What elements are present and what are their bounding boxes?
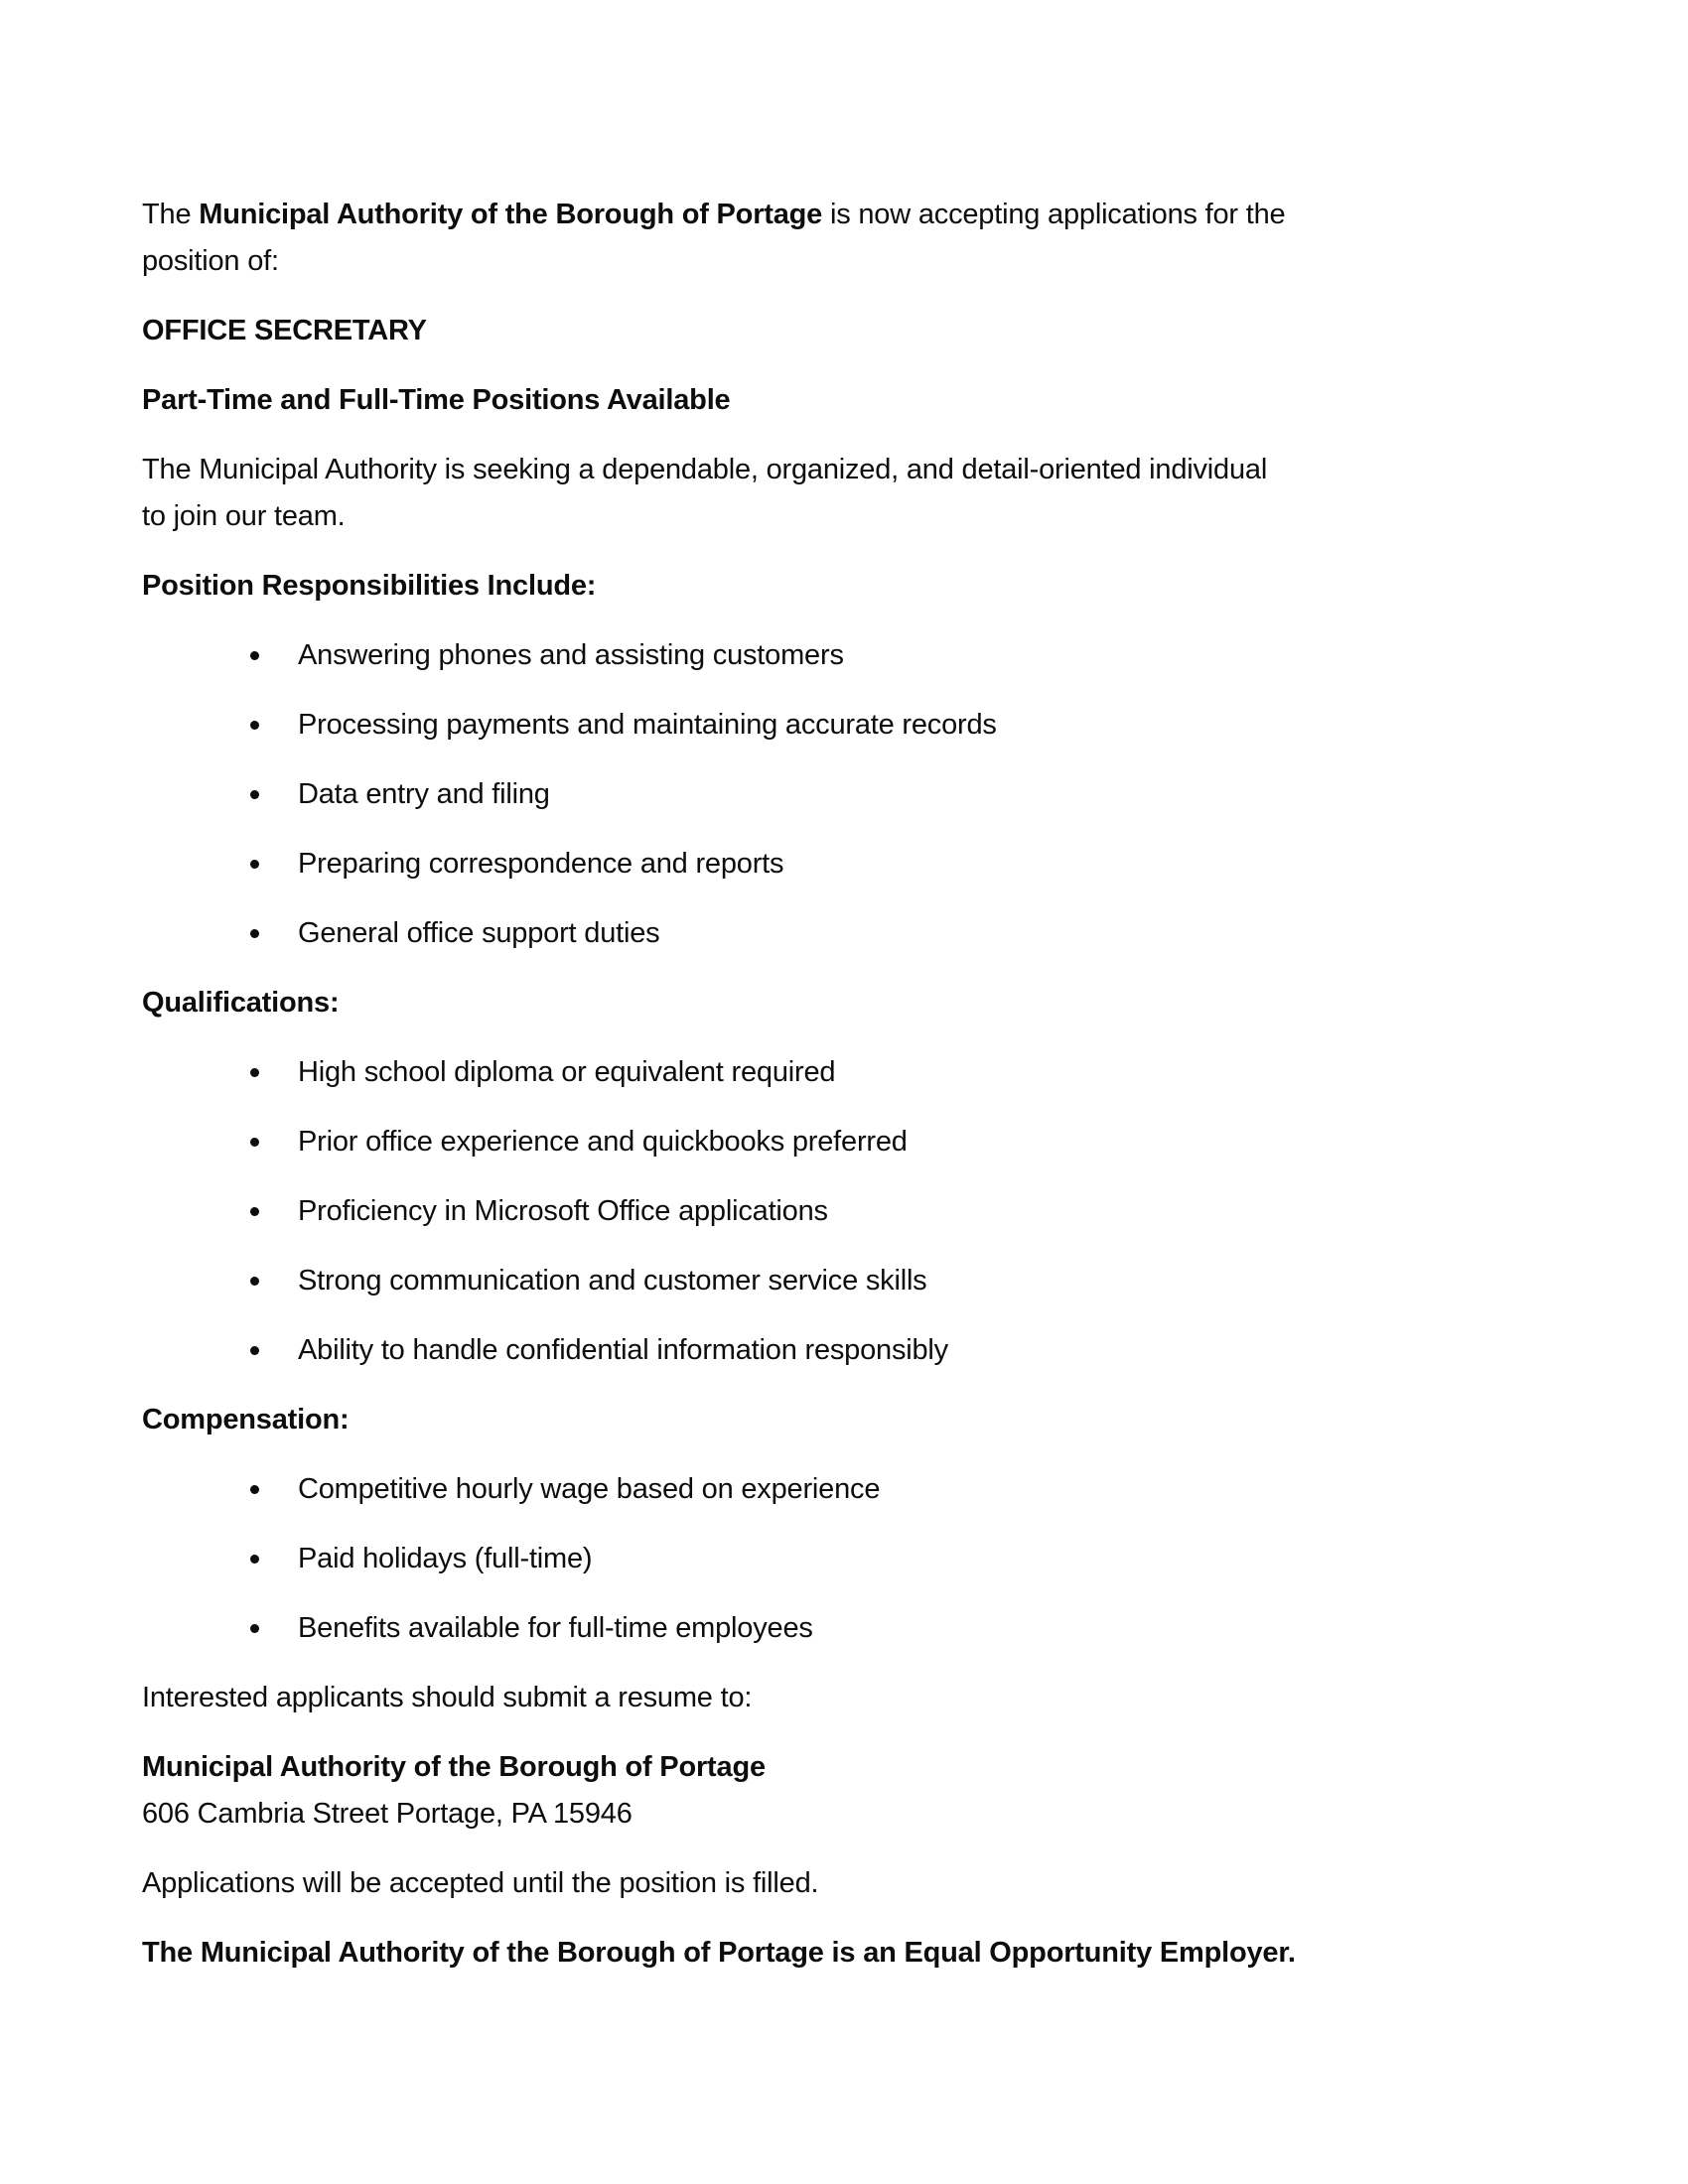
bullet-icon	[250, 1138, 259, 1147]
text-run: The Municipal Authority is seeking a dependable, organized, and detail-oriented individual	[142, 454, 1268, 485]
text-line	[142, 563, 1390, 610]
qualifications-list	[142, 1049, 1390, 1374]
bullet-icon	[250, 860, 259, 869]
text-run: position of:	[142, 245, 279, 277]
deadline-paragraph	[142, 1860, 1390, 1907]
list-item-text: Benefits available for full-time employees	[298, 1612, 813, 1644]
bold-text-run: Qualifications:	[142, 987, 340, 1019]
list-item	[142, 910, 1390, 957]
text-run: Interested applicants should submit a resume to:	[142, 1682, 753, 1713]
list-item	[142, 702, 1390, 749]
list-item-text: Data entry and filing	[298, 778, 550, 810]
list-item	[142, 1466, 1390, 1513]
text-line	[142, 1930, 1390, 1977]
bullet-icon	[250, 1346, 259, 1355]
document-body	[142, 192, 1390, 1977]
text-line	[142, 238, 1390, 285]
bold-text-run: Municipal Authority of the Borough of Portage	[142, 1751, 766, 1783]
bold-text-run: Municipal Authority of the Borough of Portage	[199, 199, 823, 230]
text-line	[142, 980, 1390, 1026]
list-item-text: High school diploma or equivalent required	[298, 1056, 836, 1088]
list-item-text: Ability to handle confidential information responsibly	[298, 1334, 948, 1366]
text-run: The	[142, 199, 200, 230]
list-item-text: Prior office experience and quickbooks preferred	[298, 1126, 908, 1158]
bold-text-run: Part-Time and Full-Time Positions Available	[142, 384, 731, 416]
compensation-heading	[142, 1397, 1390, 1443]
responsibilities-list	[142, 632, 1390, 957]
text-line	[142, 1791, 1390, 1838]
position-type-heading	[142, 377, 1390, 424]
list-item	[142, 1049, 1390, 1096]
list-item-text: Preparing correspondence and reports	[298, 848, 784, 880]
list-item-text: Answering phones and assisting customers	[298, 639, 844, 671]
text-run: 606 Cambria Street Portage, PA 15946	[142, 1798, 633, 1830]
list-item	[142, 841, 1390, 887]
list-item-text: Proficiency in Microsoft Office applications	[298, 1195, 828, 1227]
submit-resume-paragraph	[142, 1675, 1390, 1721]
qualifications-heading	[142, 980, 1390, 1026]
job-title-heading	[142, 308, 1390, 354]
bullet-icon	[250, 790, 259, 799]
list-item	[142, 632, 1390, 679]
seeking-paragraph	[142, 447, 1390, 540]
bullet-icon	[250, 651, 259, 660]
bold-text-run: The Municipal Authority of the Borough of Portage is an Equal Opportunity Employer.	[142, 1937, 1296, 1969]
list-item-text: Strong communication and customer service skills	[298, 1265, 927, 1297]
text-line	[142, 1675, 1390, 1721]
list-item	[142, 1536, 1390, 1582]
bold-text-run: Compensation:	[142, 1404, 350, 1435]
list-item-text: Processing payments and maintaining accurate records	[298, 709, 997, 741]
bullet-icon	[250, 929, 259, 938]
bold-text-run: Position Responsibilities Include:	[142, 570, 597, 602]
list-item	[142, 1188, 1390, 1235]
list-item	[142, 1605, 1390, 1652]
text-line	[142, 192, 1390, 238]
responsibilities-heading	[142, 563, 1390, 610]
bullet-icon	[250, 1207, 259, 1216]
employer-address-paragraph	[142, 1744, 1390, 1838]
text-line	[142, 1397, 1390, 1443]
list-item	[142, 1258, 1390, 1304]
list-item	[142, 1119, 1390, 1165]
text-line	[142, 1860, 1390, 1907]
text-run: to join our team.	[142, 500, 346, 532]
bullet-icon	[250, 1485, 259, 1494]
bullet-icon	[250, 1624, 259, 1633]
list-item-text: Paid holidays (full-time)	[298, 1543, 593, 1574]
compensation-list	[142, 1466, 1390, 1652]
text-line	[142, 377, 1390, 424]
bullet-icon	[250, 1068, 259, 1077]
list-item	[142, 1327, 1390, 1374]
text-line	[142, 1744, 1390, 1791]
list-item-text: Competitive hourly wage based on experience	[298, 1473, 881, 1505]
text-run: Applications will be accepted until the position is filled.	[142, 1867, 819, 1899]
text-line	[142, 308, 1390, 354]
bullet-icon	[250, 721, 259, 730]
list-item	[142, 771, 1390, 818]
text-line	[142, 447, 1390, 493]
text-line	[142, 493, 1390, 540]
list-item-text: General office support duties	[298, 917, 660, 949]
text-run: is now accepting applications for the	[822, 199, 1286, 230]
intro-paragraph	[142, 192, 1390, 285]
bold-text-run: OFFICE SECRETARY	[142, 315, 427, 346]
eeo-statement	[142, 1930, 1390, 1977]
bullet-icon	[250, 1555, 259, 1564]
bullet-icon	[250, 1277, 259, 1286]
